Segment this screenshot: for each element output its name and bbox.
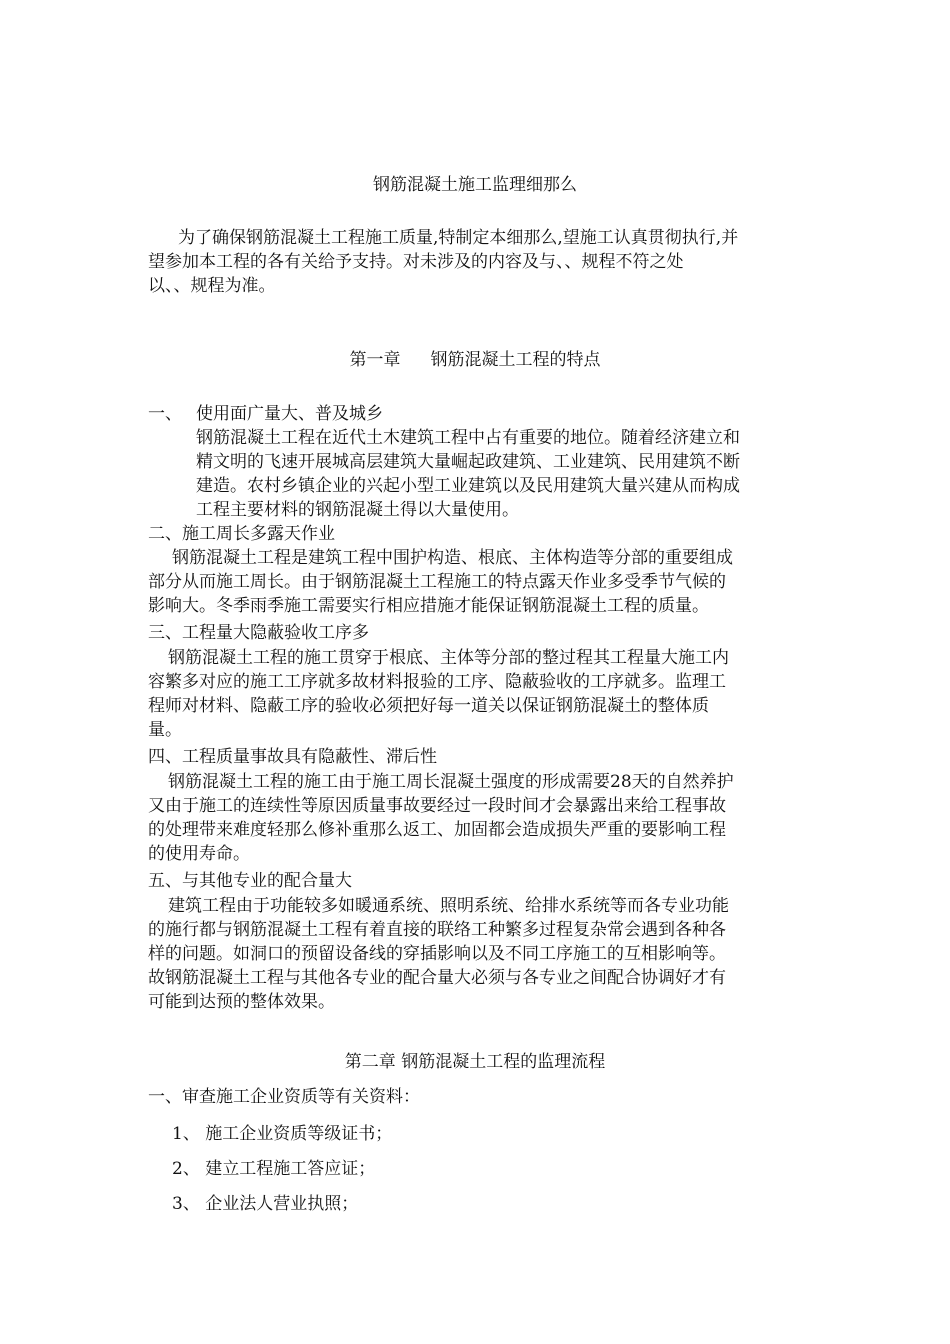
list-item: 1、 施工企业资质等级证书； — [172, 1124, 393, 1144]
section-1-line: 建造。农村乡镇企业的兴起小型工业建筑以及民用建筑大量兴建从而构成 — [196, 476, 740, 496]
section-3-line: 程师对材料、隐蔽工序的验收必须把好每一道关以保证钢筋混凝土的整体质 — [148, 696, 709, 716]
chapter-1-title: 钢筋混凝土工程的特点 — [430, 350, 601, 370]
section-3-line: 钢筋混凝土工程的施工贯穿于根底、主体等分部的整过程其工程量大施工内 — [168, 648, 729, 668]
list-item: 2、 建立工程施工答应证； — [172, 1159, 376, 1179]
intro-line: 为了确保钢筋混凝土工程施工质量,特制定本细那么,望施工认真贯彻执行,并 — [178, 228, 739, 248]
chapter-2-section-1-heading: 一、审查施工企业资质等有关资料： — [148, 1087, 420, 1107]
document-title: 钢筋混凝土施工监理细那么 — [373, 175, 577, 195]
chapter-2-heading: 第二章 钢筋混凝土工程的监理流程 — [344, 1052, 606, 1072]
section-5-line: 的施行都与钢筋混凝土工程有着直接的联络工种繁多过程复杂常会遇到各种各 — [148, 920, 726, 940]
section-2-line: 影响大。冬季雨季施工需要实行相应措施才能保证钢筋混凝土工程的质量。 — [148, 596, 709, 616]
section-5-line: 样的问题。如洞口的预留设备线的穿插影响以及不同工序施工的互相影响等。 — [148, 944, 726, 964]
section-4-line: 又由于施工的连续性等原因质量事故要经过一段时间才会暴露出来给工程事故 — [148, 796, 726, 816]
section-5-line: 可能到达预的整体效果。 — [148, 992, 335, 1012]
section-4-line: 的使用寿命。 — [148, 844, 250, 864]
section-5-line: 故钢筋混凝土工程与其他各专业的配合量大必须与各专业之间配合协调好才有 — [148, 968, 726, 988]
section-1-heading: 使用面广量大、普及城乡 — [196, 404, 383, 424]
section-4-line: 的处理带来难度轻那么修补重那么返工、加固都会造成损失严重的要影响工程 — [148, 820, 726, 840]
section-1-line: 钢筋混凝土工程在近代土木建筑工程中占有重要的地位。随着经济建立和 — [196, 428, 740, 448]
section-4-heading: 四、工程质量事故具有隐蔽性、滞后性 — [148, 747, 437, 767]
section-4-line: 钢筋混凝土工程的施工由于施工周长混凝土强度的形成需要28天的自然养护 — [168, 772, 734, 792]
list-item: 3、 企业法人营业执照； — [172, 1194, 359, 1214]
chapter-1-heading — [0, 348, 950, 372]
section-2-line: 部分从而施工周长。由于钢筋混凝土工程施工的特点露天作业多受季节气候的 — [148, 572, 726, 592]
section-3-line: 量。 — [148, 720, 182, 740]
section-1-line: 工程主要材料的钢筋混凝土得以大量使用。 — [196, 500, 519, 520]
section-2-line: 钢筋混凝土工程是建筑工程中围护构造、根底、主体构造等分部的重要组成 — [172, 548, 733, 568]
section-1-line: 精文明的飞速开展城高层建筑大量崛起政建筑、工业建筑、民用建筑不断 — [196, 452, 740, 472]
section-5-heading: 五、与其他专业的配合量大 — [148, 871, 352, 891]
section-3-heading: 三、工程量大隐蔽验收工序多 — [148, 623, 369, 643]
intro-line: 以、、规程为准。 — [148, 276, 276, 296]
section-2-heading: 二、施工周长多露天作业 — [148, 524, 335, 544]
section-1-number: 一、 — [148, 404, 182, 424]
section-3-line: 容繁多对应的施工工序就多故材料报验的工序、隐蔽验收的工序就多。监理工 — [148, 672, 726, 692]
section-5-line: 建筑工程由于功能较多如暖通系统、照明系统、给排水系统等而各专业功能 — [168, 896, 729, 916]
intro-line: 望参加本工程的各有关给予支持。对未涉及的内容及与、、规程不符之处 — [148, 252, 684, 272]
chapter-1-label: 第一章 — [349, 350, 401, 370]
